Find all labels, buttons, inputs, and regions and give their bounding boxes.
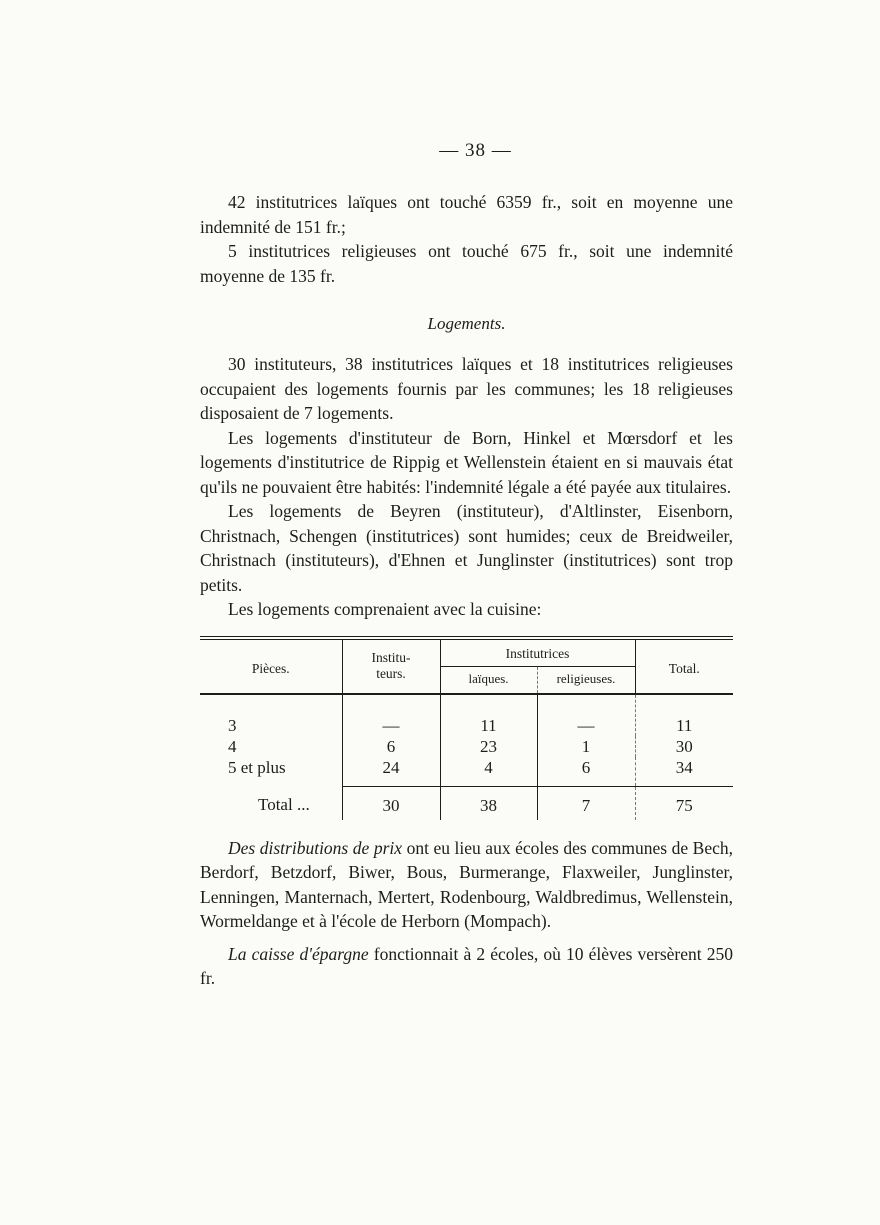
paragraph-table-intro: Les logements comprenaient avec la cuisine: <box>228 599 542 619</box>
cell-laiques: 23 <box>440 736 537 757</box>
table-row <box>200 736 733 757</box>
cell-total-laiques: 38 <box>440 786 537 820</box>
cell-religieuses: 1 <box>537 736 635 757</box>
header-instituteurs: Institu- teurs. <box>342 638 440 694</box>
cell-instituteurs: 6 <box>342 736 440 757</box>
cell-instituteurs: 24 <box>342 757 440 787</box>
cell-total: 34 <box>635 757 733 787</box>
text-distributions-prix: ont eu lieu aux écoles des communes de Bech, Berdorf, Betzdorf, Biwer, Bous, Burmerange, Flaxweiler, Junglinster, Lenningen, Manternach, Mertert, Rodenbourg, Waldbredimus, Wellenstein, Wormeldange et à l'école de Herborn (Mompach). <box>200 837 733 931</box>
paragraph-mauvais-etat: Les logements d'instituteur de Born, Hinkel et Mœrsdorf et les logements d'institutrice de Rippig et Wellenstein étaient en si mauvais état qu'ils ne pouvaient être habités: l'indemnité légale a été payée aux titulaires. <box>200 427 733 497</box>
paragraph-laiques: 42 institutrices laïques ont touché 6359 fr., soit en moyenne une indemnité de 151 fr.; <box>200 192 733 237</box>
paragraph-occupation: 30 instituteurs, 38 institutrices laïques et 18 institutrices religieuses occupaient des logements fournis par les communes; les 18 religieuses disposaient de 7 logements. <box>200 354 733 423</box>
header-religieuses: religieuses. <box>537 666 635 694</box>
cell-grand-total: 75 <box>635 786 733 820</box>
cell-total: 11 <box>635 694 733 736</box>
section-title: Logements. <box>427 314 506 333</box>
table-total-row <box>200 786 733 820</box>
header-laiques: laïques. <box>440 666 537 694</box>
logements-table <box>200 636 733 820</box>
lead-caisse-epargne: La caisse d'épargne <box>228 943 369 964</box>
cell-pieces: 4 <box>228 736 237 756</box>
paragraph-caisse-epargne <box>200 942 733 991</box>
paragraph-humides: Les logements de Beyren (instituteur), d'Altlinster, Eisenborn, Christnach, Schengen (institutrices) sont humides; ceux de Breidweiler, Christnach (instituteurs), d'Ehnen et Junglinster (institutrices) sont trop petits. <box>200 501 733 595</box>
header-pieces: Pièces. <box>200 638 342 694</box>
cell-total: 30 <box>635 736 733 757</box>
document-page <box>200 140 733 991</box>
header-institutrices: Institutrices <box>440 638 635 667</box>
header-total: Total. <box>635 638 733 694</box>
cell-religieuses: 6 <box>537 757 635 787</box>
cell-laiques: 4 <box>440 757 537 787</box>
cell-laiques: 11 <box>440 694 537 736</box>
cell-pieces: 5 et plus <box>228 757 286 777</box>
table-row <box>200 757 733 787</box>
paragraph-religieuses: 5 institutrices religieuses ont touché 675 fr., soit une indemnité moyenne de 135 fr. <box>200 241 733 286</box>
cell-religieuses: — <box>537 694 635 736</box>
page-number: — 38 — <box>439 140 512 161</box>
cell-total-instituteurs: 30 <box>342 786 440 820</box>
cell-instituteurs: — <box>342 694 440 736</box>
cell-pieces: 3 <box>228 715 237 735</box>
cell-total-label: Total ... <box>258 795 310 815</box>
cell-total-religieuses: 7 <box>537 786 635 820</box>
table-row <box>200 694 733 736</box>
paragraph-distributions-prix <box>200 836 733 934</box>
text-caisse-epargne: fonctionnait à 2 écoles, où 10 élèves versèrent 250 fr. <box>200 943 733 988</box>
lead-distributions-prix: Des distributions de prix <box>228 837 403 858</box>
